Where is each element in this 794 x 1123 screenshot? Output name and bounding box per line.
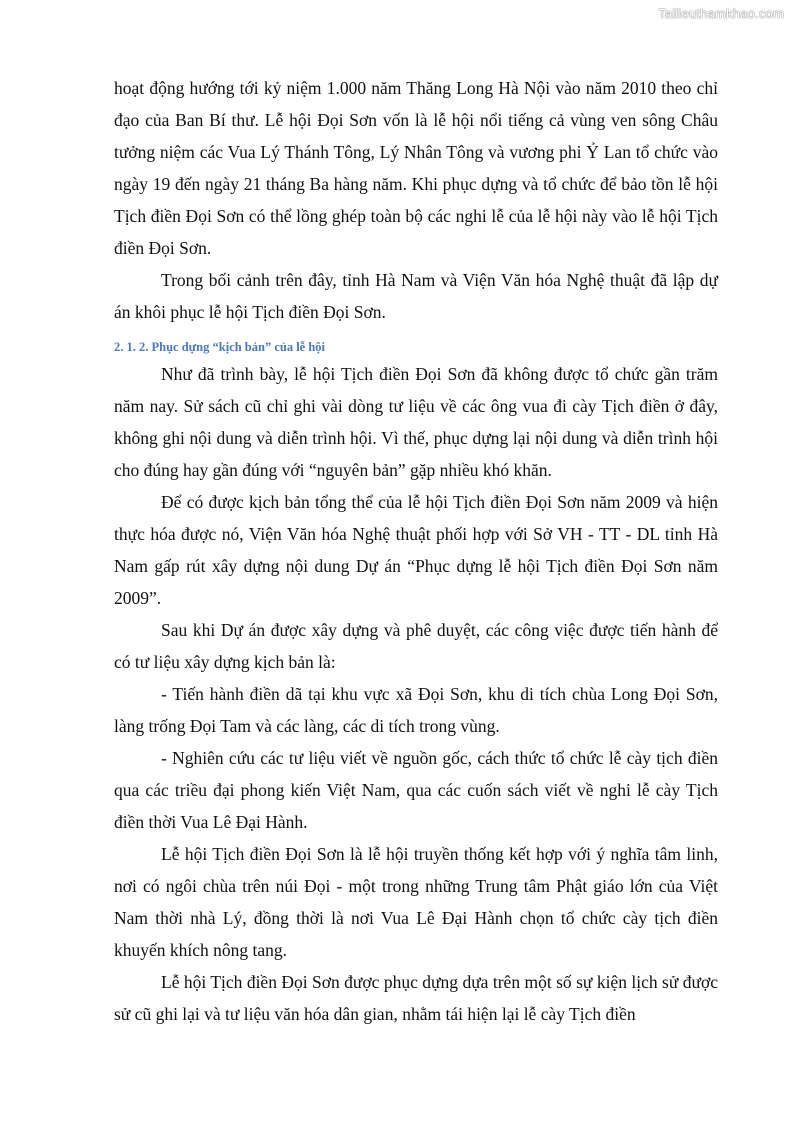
list-item: - Tiến hành điền dã tại khu vực xã Đọi Sơn, khu di tích chùa Long Đọi Sơn, làng trống Đọi Tam và các làng, các di tích trong vùng.	[114, 684, 718, 736]
paragraph: Lễ hội Tịch điền Đọi Sơn được phục dựng dựa trên một số sự kiện lịch sử được sử cũ ghi lại và tư liệu văn hóa dân gian, nhằm tái hiện lại lễ cày Tịch điền	[114, 972, 718, 1024]
paragraph: Trong bối cảnh trên đây, tỉnh Hà Nam và Viện Văn hóa Nghệ thuật đã lập dự án khôi phục lễ hội Tịch điền Đọi Sơn.	[114, 270, 718, 322]
section-heading: 2. 1. 2. Phục dựng “kịch bản” của lễ hội	[114, 340, 326, 354]
document-page	[114, 72, 718, 1030]
paragraph: Lễ hội Tịch điền Đọi Sơn là lễ hội truyền thống kết hợp với ý nghĩa tâm linh, nơi có ngôi chùa trên núi Đọi - một trong những Trung tâm Phật giáo lớn của Việt Nam thời nhà Lý, đồng thời là nơi Vua Lê Đại Hành chọn tổ chức cày tịch điền khuyến khích nông tang.	[114, 844, 718, 960]
list-item: - Nghiên cứu các tư liệu viết về nguồn gốc, cách thức tổ chức lễ cày tịch điền qua các triều đại phong kiến Việt Nam, qua các cuốn sách viết về nghi lễ cày Tịch điền thời Vua Lê Đại Hành.	[114, 748, 718, 832]
paragraph: Sau khi Dự án được xây dựng và phê duyệt, các công việc được tiến hành để có tư liệu xây dựng kịch bản là:	[114, 620, 718, 672]
paragraph: Như đã trình bày, lễ hội Tịch điền Đọi Sơn đã không được tổ chức gần trăm năm nay. Sử sách cũ chỉ ghi vài dòng tư liệu về các ông vua đi cày Tịch điền ở đây, không ghi nội dung và diễn trình hội. Vì thế, phục dựng lại nội dung và diễn trình hội cho đúng hay gần đúng với “nguyên bản” gặp nhiều khó khăn.	[114, 364, 718, 480]
watermark: Tailieuthamkhao.com	[658, 6, 784, 21]
paragraph: Để có được kịch bản tổng thể của lễ hội Tịch điền Đọi Sơn năm 2009 và hiện thực hóa được nó, Viện Văn hóa Nghệ thuật phối hợp với Sở VH - TT - DL tỉnh Hà Nam gấp rút xây dựng nội dung Dự án “Phục dựng lễ hội Tịch điền Đọi Sơn năm 2009”.	[114, 492, 718, 608]
paragraph: hoạt động hướng tới kỷ niệm 1.000 năm Thăng Long Hà Nội vào năm 2010 theo chỉ đạo của Ban Bí thư. Lễ hội Đọi Sơn vốn là lễ hội nổi tiếng cả vùng ven sông Châu tưởng niệm các Vua Lý Thánh Tông, Lý Nhân Tông và vương phi Ỷ Lan tổ chức vào ngày 19 đến ngày 21 tháng Ba hàng năm. Khi phục dựng và tổ chức để bảo tồn lễ hội Tịch điền Đọi Sơn có thể lồng ghép toàn bộ các nghi lễ của lễ hội này vào lễ hội Tịch điền Đọi Sơn.	[114, 78, 718, 258]
